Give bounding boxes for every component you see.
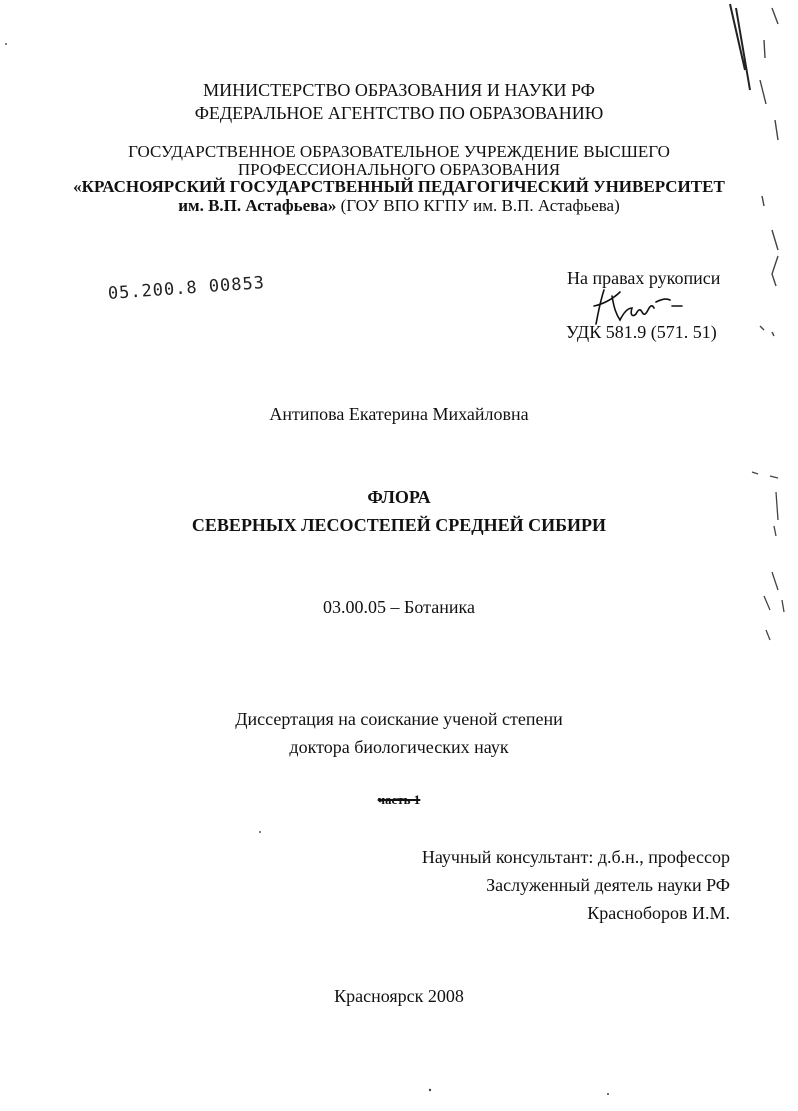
- ministry-heading: МИНИСТЕРСТВО ОБРАЗОВАНИЯ И НАУКИ РФ: [203, 80, 595, 100]
- consultant-line-1: Научный консультант: д.б.н., профессор: [421, 847, 730, 867]
- university-abbreviation: (ГОУ ВПО КГПУ им. В.П. Астафьева): [336, 196, 620, 215]
- part-label: часть 1: [377, 792, 421, 807]
- title-line-2: СЕВЕРНЫХ ЛЕСОСТЕПЕЙ СРЕДНЕЙ СИБИРИ: [191, 515, 607, 535]
- title-line-1: ФЛОРА: [367, 487, 431, 507]
- city-year: Красноярск 2008: [334, 986, 464, 1006]
- institution-line-2: ПРОФЕССИОНАЛЬНОГО ОБРАЗОВАНИЯ: [237, 160, 561, 179]
- registration-stamp: 05.200.8 00853: [107, 273, 266, 304]
- agency-heading: ФЕДЕРАЛЬНОЕ АГЕНТСТВО ПО ОБРАЗОВАНИЮ: [194, 103, 604, 123]
- specialty-code: 03.00.05 – Ботаника: [323, 597, 475, 617]
- institution-line-1: ГОСУДАРСТВЕННОЕ ОБРАЗОВАТЕЛЬНОЕ УЧРЕЖДЕНИЕ ВЫСШЕГО: [128, 142, 670, 161]
- udk-code: УДК 581.9 (571. 51): [566, 322, 717, 342]
- university-line-1: «КРАСНОЯРСКИЙ ГОСУДАРСТВЕННЫЙ ПЕДАГОГИЧЕСКИЙ УНИВЕРСИТЕТ: [73, 177, 725, 196]
- consultant-line-2: Заслуженный деятель науки РФ: [486, 875, 730, 895]
- author-name: Антипова Екатерина Михайловна: [269, 404, 529, 424]
- degree-line-1: Диссертация на соискание ученой степени: [235, 709, 563, 729]
- consultant-name: Красноборов И.М.: [587, 903, 730, 923]
- degree-line-2: доктора биологических наук: [289, 737, 509, 757]
- university-name-short: им. В.П. Астафьева»: [178, 196, 337, 215]
- rights-label: На правах рукописи: [567, 268, 721, 288]
